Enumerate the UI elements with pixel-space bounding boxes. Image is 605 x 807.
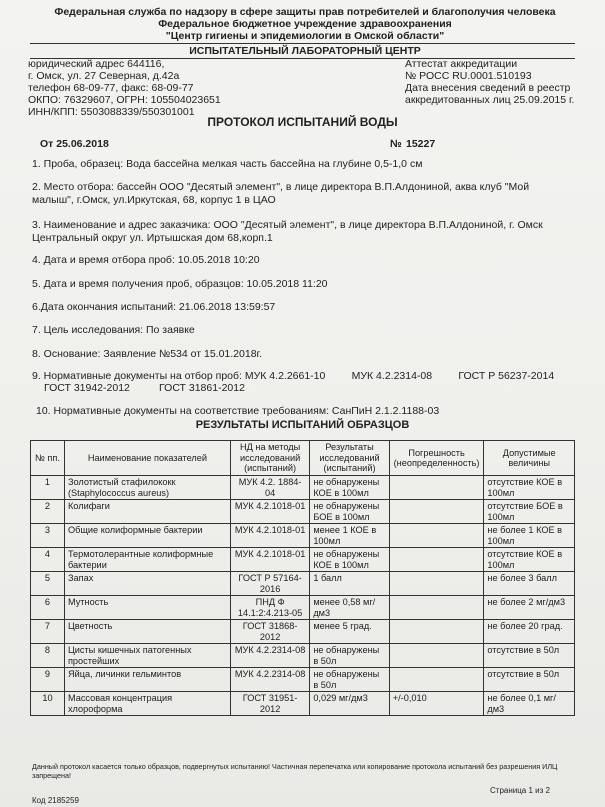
row-indicator: Запах — [64, 572, 230, 596]
item-receipt-date: 5. Дата и время получения проб, образцов: 10.05.2018 11:20 — [32, 278, 328, 290]
row-uncertainty — [389, 548, 484, 572]
row-method: ГОСТ 31951-2012 — [230, 692, 309, 716]
row-method: МУК 4.2.1018-01 — [230, 548, 309, 572]
row-permissible: отсутствие КОЕ в 100мл — [484, 476, 575, 500]
row-result: менее 0,58 мг/дм3 — [310, 596, 389, 620]
row-permissible: не более 0,1 мг/дм3 — [484, 692, 575, 716]
row-uncertainty — [389, 572, 484, 596]
protocol-number: 15227 — [406, 138, 436, 150]
city-address: г. Омск, ул. 27 Северная, д.42а — [28, 70, 180, 82]
row-permissible: не более 20 град. — [484, 620, 575, 644]
item-purpose: 7. Цель исследования: По заявке — [32, 324, 195, 336]
row-result: не обнаружены в 50л — [310, 644, 389, 668]
col-header-permissible: Допустимые величины — [484, 441, 575, 476]
row-result: не обнаружены БОЕ в 100мл — [310, 500, 389, 524]
table-row — [31, 572, 575, 596]
row-uncertainty — [389, 620, 484, 644]
accreditation-number: № РОСС RU.0001.510193 — [405, 70, 532, 82]
row-permissible: не более 2 мг/дм3 — [484, 596, 575, 620]
row-permissible: отсутствие в 50л — [484, 644, 575, 668]
row-result: менее 5 град. — [310, 620, 389, 644]
row-number: 7 — [31, 620, 65, 644]
results-title: РЕЗУЛЬТАТЫ ИСПЫТАНИЙ ОБРАЗЦОВ — [195, 419, 410, 431]
protocol-number-label: № — [390, 138, 402, 150]
row-number: 1 — [31, 476, 65, 500]
table-row — [31, 668, 575, 692]
protocol-date: От 25.06.2018 — [40, 138, 109, 150]
row-indicator: Цисты кишечных патогенных простейших — [64, 644, 230, 668]
table-row — [31, 644, 575, 668]
item-end-date: 6.Дата окончания испытаний: 21.06.2018 13:59:57 — [32, 301, 276, 313]
item-sampling-place: 2. Место отбора: бассейн ООО "Десятый элемент", в лице директора В.П.Алдониной, аква клуб "Мой — [32, 181, 530, 193]
row-uncertainty — [389, 644, 484, 668]
item-compliance-docs: 10. Нормативные документы на соответствие требованиям: СанПиН 2.1.2.1188-03 — [36, 405, 440, 417]
row-uncertainty — [389, 500, 484, 524]
item-sampling-docs: 9. Нормативные документы на отбор проб: МУК 4.2.2661-10 МУК 4.2.2314-08 ГОСТ Р 56237-2014 — [32, 370, 555, 382]
row-uncertainty — [389, 476, 484, 500]
row-number: 9 — [31, 668, 65, 692]
table-row — [31, 524, 575, 548]
item-sampling-docs-cont: ГОСТ 31942-2012 ГОСТ 31861-2012 — [44, 382, 245, 394]
footer-disclaimer: Данный протокол касается только образцов, подвергнутых испытанию! Частичная перепечатка или копирование протокола испытаний без разрешения ИЛЦ запрещена! — [32, 762, 558, 780]
item-customer-cont: Центральный округ ул. Иртышская дом 68,корп.1 — [32, 232, 273, 244]
item-sampling-date: 4. Дата и время отбора проб: 10.05.2018 10:20 — [32, 254, 260, 266]
row-method: МУК 4.2.1018-01 — [230, 524, 309, 548]
registry-date: аккредитованных лиц 25.09.2015 г. — [405, 94, 575, 106]
table-row — [31, 692, 575, 716]
header-center: "Центр гигиены и эпидемиологии в Омской области" — [165, 30, 445, 42]
col-header-result: Результаты исследований (испытаний) — [310, 441, 389, 476]
row-method: МУК 4.2. 1884-04 — [230, 476, 309, 500]
results-header-row — [31, 441, 575, 476]
phone-fax: телефон 68-09-77, факс: 68-09-77 — [28, 82, 194, 94]
protocol-title: ПРОТОКОЛ ИСПЫТАНИЙ ВОДЫ — [207, 115, 398, 129]
results-table — [30, 440, 575, 716]
row-uncertainty: +/-0,010 — [389, 692, 484, 716]
row-indicator: Колифаги — [64, 500, 230, 524]
row-number: 4 — [31, 548, 65, 572]
item-basis: 8. Основание: Заявление №534 от 15.01.2018г. — [32, 348, 263, 360]
row-indicator: Мутность — [64, 596, 230, 620]
row-result: не обнаружены в 50л — [310, 668, 389, 692]
table-row — [31, 596, 575, 620]
col-header-number: № пп. — [31, 441, 65, 476]
row-permissible: отсутствие в 50л — [484, 668, 575, 692]
row-method: ГОСТ Р 57164-2016 — [230, 572, 309, 596]
row-indicator: Общие колиформные бактерии — [64, 524, 230, 548]
table-row — [31, 500, 575, 524]
row-uncertainty — [389, 596, 484, 620]
row-permissible: не более 1 КОЕ в 100мл — [484, 524, 575, 548]
row-method: МУК 4.2.1018-01 — [230, 500, 309, 524]
col-header-uncertainty: Погрешность (неопределенность) — [389, 441, 484, 476]
row-result: 1 балл — [310, 572, 389, 596]
row-method: ГОСТ 31868-2012 — [230, 620, 309, 644]
row-result: не обнаружены КОЕ в 100мл — [310, 476, 389, 500]
page-indicator: Страница 1 из 2 — [490, 786, 550, 795]
row-number: 3 — [31, 524, 65, 548]
legal-address: юридический адрес 644116, — [28, 58, 165, 70]
header-institution: Федеральное бюджетное учреждение здравоохранения — [158, 18, 452, 30]
table-row — [31, 620, 575, 644]
item-sampling-place-cont: малыш", г.Омск, ул.Иркутская, 68, корпус 1 в ЦАО — [32, 194, 276, 206]
row-indicator: Цветность — [64, 620, 230, 644]
row-number: 6 — [31, 596, 65, 620]
table-row — [31, 548, 575, 572]
row-number: 8 — [31, 644, 65, 668]
document-code: Код 2185259 — [32, 796, 79, 805]
okpo-ogrn: ОКПО: 76329607, ОГРН: 105504023651 — [28, 94, 221, 106]
row-result: не обнаружены КОЕ в 100мл — [310, 548, 389, 572]
row-indicator: Яйца, личинки гельминтов — [64, 668, 230, 692]
row-indicator: Термотолерантные колиформные бактерии — [64, 548, 230, 572]
header-lab: ИСПЫТАТЕЛЬНЫЙ ЛАБОРАТОРНЫЙ ЦЕНТР — [189, 45, 421, 57]
row-method: МУК 4.2.2314-08 — [230, 644, 309, 668]
row-result: менее 1 КОЕ в 100мл — [310, 524, 389, 548]
row-permissible: отсутствие БОЕ в 100мл — [484, 500, 575, 524]
inn-kpp: ИНН/КПП: 5503088339/550301001 — [28, 106, 195, 118]
row-indicator: Массовая концентрация хлороформа — [64, 692, 230, 716]
row-method: ПНД Ф 14.1:2:4.213-05 — [230, 596, 309, 620]
row-number: 5 — [31, 572, 65, 596]
row-method: МУК 4.2.2314-08 — [230, 668, 309, 692]
item-sample: 1. Проба, образец: Вода бассейна мелкая часть бассейна на глубине 0,5-1,0 см — [32, 158, 423, 170]
registry-label: Дата внесения сведений в реестр — [405, 82, 571, 94]
col-header-indicator: Наименование показателей — [64, 441, 230, 476]
row-uncertainty — [389, 524, 484, 548]
row-permissible: не более 3 балл — [484, 572, 575, 596]
row-indicator: Золотистый стафилококк (Staphylococcus aureus) — [64, 476, 230, 500]
header-agency: Федеральная служба по надзору в сфере защиты прав потребителей и благополучия человека — [54, 6, 556, 18]
table-row — [31, 476, 575, 500]
row-uncertainty — [389, 668, 484, 692]
accreditation-label: Аттестат аккредитации — [405, 58, 518, 70]
row-number: 2 — [31, 500, 65, 524]
row-number: 10 — [31, 692, 65, 716]
item-customer: 3. Наименование и адрес заказчика: ООО "Десятый элемент", в лице директора В.П.Алдониной, г. Омск — [32, 219, 543, 231]
header-divider-top — [30, 43, 575, 44]
row-result: 0,029 мг/дм3 — [310, 692, 389, 716]
row-permissible: отсутствие КОЕ в 100мл — [484, 548, 575, 572]
col-header-method: НД на методы исследований (испытаний) — [230, 441, 309, 476]
